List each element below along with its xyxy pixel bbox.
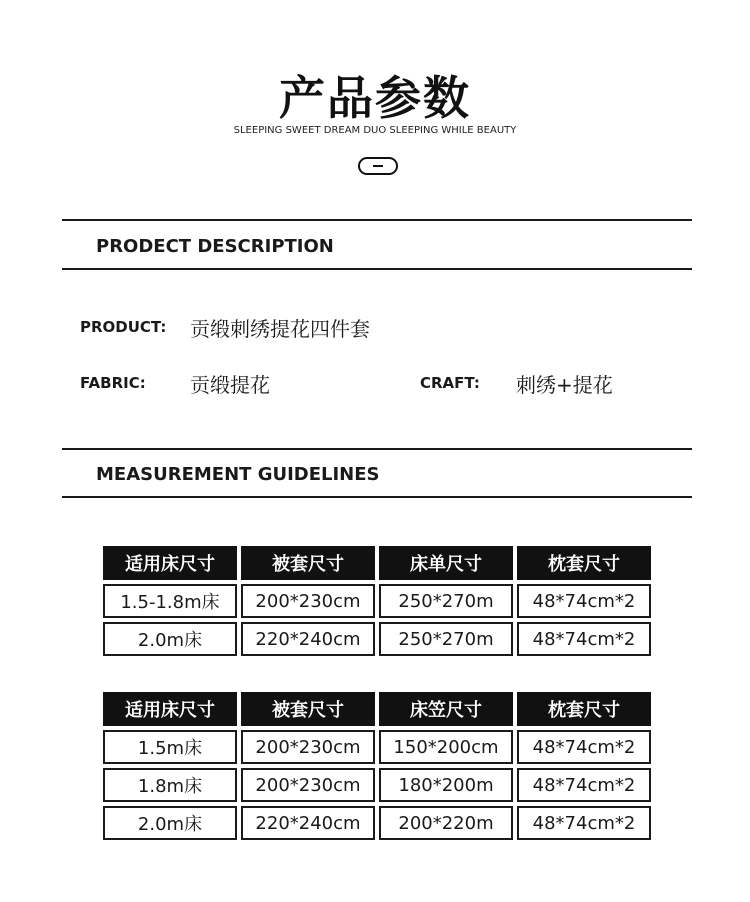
table-header-row [103, 546, 651, 580]
table-row [103, 584, 651, 618]
divider [62, 448, 692, 450]
divider [62, 268, 692, 270]
table-cell: 48*74cm*2 [517, 622, 651, 656]
table-header-cell: 适用床尺寸 [103, 692, 237, 726]
table-header-cell: 适用床尺寸 [103, 546, 237, 580]
table-cell: 2.0m床 [103, 622, 237, 656]
table-row [103, 622, 651, 656]
table-cell: 1.5m床 [103, 730, 237, 764]
table-cell: 220*240cm [241, 806, 375, 840]
section-heading-measurement: MEASUREMENT GUIDELINES [96, 464, 380, 485]
table-cell: 200*230cm [241, 730, 375, 764]
table-cell: 48*74cm*2 [517, 768, 651, 802]
table-row [103, 768, 651, 802]
table-header-cell: 被套尺寸 [241, 546, 375, 580]
section-heading-description: PRODECT DESCRIPTION [96, 236, 334, 257]
table-cell: 180*200m [379, 768, 513, 802]
table-row [103, 730, 651, 764]
craft-value: 刺绣+提花 [516, 373, 613, 397]
table-cell: 48*74cm*2 [517, 584, 651, 618]
table-cell: 48*74cm*2 [517, 806, 651, 840]
fabric-value: 贡缎提花 [190, 373, 270, 397]
divider [62, 496, 692, 498]
table-cell: 1.8m床 [103, 768, 237, 802]
table-header-row [103, 692, 651, 726]
minus-pill-icon [358, 157, 398, 175]
table-cell: 250*270m [379, 584, 513, 618]
table-header-cell: 枕套尺寸 [517, 692, 651, 726]
craft-label: CRAFT: [420, 374, 480, 392]
product-label: PRODUCT: [80, 318, 167, 336]
size-table-fitted-sheet [99, 688, 655, 844]
size-table-flat-sheet [99, 542, 655, 660]
table-cell: 1.5-1.8m床 [103, 584, 237, 618]
table-row [103, 806, 651, 840]
divider [62, 219, 692, 221]
table-cell: 200*220m [379, 806, 513, 840]
table-cell: 48*74cm*2 [517, 730, 651, 764]
page-subtitle: SLEEPING SWEET DREAM DUO SLEEPING WHILE BEAUTY [233, 125, 517, 136]
table-header-cell: 床笠尺寸 [379, 692, 513, 726]
table-cell: 250*270m [379, 622, 513, 656]
table-cell: 2.0m床 [103, 806, 237, 840]
table-cell: 200*230cm [241, 768, 375, 802]
page-title: 产品参数 [279, 71, 471, 125]
table-header-cell: 枕套尺寸 [517, 546, 651, 580]
table-header-cell: 床单尺寸 [379, 546, 513, 580]
table-cell: 200*230cm [241, 584, 375, 618]
table-cell: 150*200cm [379, 730, 513, 764]
table-header-cell: 被套尺寸 [241, 692, 375, 726]
table-cell: 220*240cm [241, 622, 375, 656]
product-value: 贡缎刺绣提花四件套 [190, 317, 370, 341]
fabric-label: FABRIC: [80, 374, 146, 392]
